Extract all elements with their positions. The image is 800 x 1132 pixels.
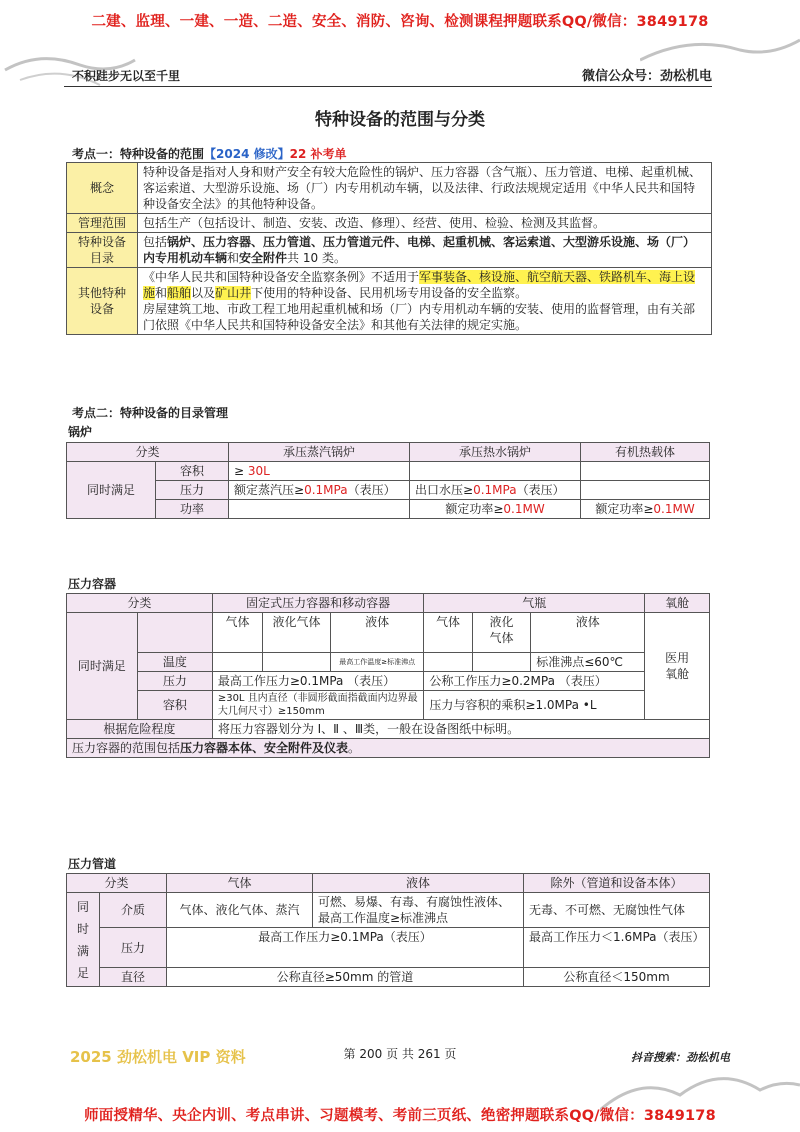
boiler-r2-org — [581, 481, 710, 500]
page-number: 第 200 页 共 261 页 — [343, 1047, 457, 1061]
vessel-sub-gas: 气体 — [212, 613, 262, 653]
vessel-sub-clgas: 液化 气体 — [472, 613, 531, 653]
vessel-oxy-val: 医用 氧舱 — [645, 613, 710, 720]
pipe-r1-liq: 可燃、易爆、有毒、有腐蚀性液体、 最高工作温度≥标准沸点 — [313, 893, 524, 928]
pipe-r3-label: 直径 — [100, 968, 167, 987]
pipe-r3-exc: 公称直径＜150mm — [524, 968, 710, 987]
pipe-r2-label: 压力 — [100, 928, 167, 968]
vessel-temp-clgas — [472, 653, 531, 672]
pipe-title: 压力管道 — [68, 857, 117, 871]
vessel-risk-text: 将压力容器划分为 Ⅰ、Ⅱ 、Ⅲ类，一般在设备图纸中标明。 — [212, 720, 709, 739]
vessel-sub-cgas: 气体 — [424, 613, 472, 653]
catalog-label: 特种设备 目录 — [67, 233, 138, 268]
catalog-text: 包括锅炉、压力容器、压力管道、压力管道元件、电梯、起重机械、客运索道、大型游乐设施、场（厂）内专用机动车辆和安全附件共 10 类。 — [138, 233, 712, 268]
vessel-press-label: 压力 — [137, 672, 212, 691]
footer-vip: 2025 劲松机电 VIP 资料 — [70, 1048, 246, 1066]
ink-branch-decoration — [640, 25, 800, 70]
boiler-r3-org: 额定功率≥0.1MW — [581, 500, 710, 519]
boiler-r2-steam: 额定蒸汽压≥0.1MPa（表压） — [229, 481, 410, 500]
vessel-temp-label: 温度 — [137, 653, 212, 672]
vessel-sub-cliq: 液体 — [531, 613, 645, 653]
pipe-r2-exc: 最高工作压力＜1.6MPa（表压） — [524, 928, 710, 968]
vessel-temp-lgas — [263, 653, 331, 672]
vessel-title: 压力容器 — [68, 577, 117, 591]
boiler-title: 锅炉 — [68, 425, 93, 439]
pipe-r1-label: 介质 — [100, 893, 167, 928]
pipe-r1-gas: 气体、液化气体、蒸汽 — [167, 893, 313, 928]
vessel-sub-blank — [137, 613, 212, 653]
vessel-group: 同时满足 — [67, 613, 138, 720]
pipe-h-liq: 液体 — [313, 874, 524, 893]
boiler-r1-steam: ≥ 30L — [229, 462, 410, 481]
vessel-sub-lgas: 液化气体 — [263, 613, 331, 653]
vessel-temp-cliq: 标准沸点≤60℃ — [531, 653, 645, 672]
vessel-scope: 压力容器的范围包括压力容器本体、安全附件及仪表。 — [67, 739, 710, 758]
header-rule — [64, 86, 712, 87]
scope-table — [66, 162, 712, 335]
section1-label: 考点一：特种设备的范围 — [72, 147, 205, 161]
vessel-vol-label: 容积 — [137, 691, 212, 720]
vessel-risk-label: 根据危险程度 — [67, 720, 213, 739]
page-title: 特种设备的范围与分类 — [315, 110, 485, 130]
mgmt-text: 包括生产（包括设计、制造、安装、改造、修理）、经营、使用、检验、检测及其监督。 — [138, 214, 712, 233]
header-wechat: 微信公众号：劲松机电 — [581, 69, 712, 84]
other-label: 其他特种 设备 — [67, 268, 138, 335]
boiler-r3-hot: 额定功率≥0.1MW — [410, 500, 581, 519]
pipe-h-cat: 分类 — [67, 874, 167, 893]
pipe-r3-main: 公称直径≥50mm 的管道 — [167, 968, 524, 987]
vessel-vol-fixed: ≥30L 且内直径（非圆形截面指截面内边界最大几何尺寸）≥150mm — [212, 691, 424, 720]
pipe-r1-exc: 无毒、不可燃、无腐蚀性气体 — [524, 893, 710, 928]
pipe-h-exc: 除外（管道和设备本体） — [524, 874, 710, 893]
vessel-h-cyl: 气瓶 — [424, 594, 645, 613]
pipe-table — [66, 873, 710, 987]
vessel-temp-gas — [212, 653, 262, 672]
section1-note: 22 补考单 — [289, 147, 347, 161]
boiler-h-org: 有机热载体 — [581, 443, 710, 462]
boiler-h-cat: 分类 — [67, 443, 229, 462]
vessel-vol-cyl: 压力与容积的乘积≥1.0MPa •L — [424, 691, 645, 720]
boiler-group: 同时满足 — [67, 462, 156, 519]
concept-label: 概念 — [67, 163, 138, 214]
section1-heading — [72, 145, 346, 162]
pipe-group: 同 时 满 足 — [67, 893, 100, 987]
concept-text: 特种设备是指对人身和财产安全有较大危险性的锅炉、压力容器（含气瓶）、压力管道、电梯、起重机械、客运索道、大型游乐设施、场（厂）内专用机动车辆，以及法律、行政法规规定适用《中华人民共和国特种设备安全法》的其他特种设备。 — [138, 163, 712, 214]
boiler-h-hot: 承压热水锅炉 — [410, 443, 581, 462]
pipe-r2-main: 最高工作压力≥0.1MPa（表压） — [167, 928, 524, 968]
header-motto: 不积跬步无以至千里 — [72, 69, 181, 83]
vessel-sub-liq: 液体 — [330, 613, 423, 653]
section2-heading: 考点二：特种设备的目录管理 — [72, 406, 229, 420]
vessel-press-fixed: 最高工作压力≥0.1MPa （表压） — [212, 672, 424, 691]
top-banner: 二建、监理、一建、一造、二造、安全、消防、咨询、检测课程押题联系QQ/微信：3849178 — [91, 14, 709, 30]
boiler-table — [66, 442, 710, 519]
boiler-r3-label: 功率 — [156, 500, 229, 519]
boiler-r2-label: 压力 — [156, 481, 229, 500]
other-text: 《中华人民共和国特种设备安全监察条例》不适用于军事装备、核设施、航空航天器、铁路机车、海上设施和船舶以及矿山井下使用的特种设备、民用机场专用设备的安全监察。 房屋建筑工地、市政工程工地用起重机械和场（厂）内专用机动车辆的安装、使用的监督管理，由有关部门依照《中华人民共和国特种设备安全法》和其他有关法律的规定实施。 — [138, 268, 712, 335]
vessel-h-oxy: 氧舱 — [645, 594, 710, 613]
vessel-temp-liq: 最高工作温度≥标准沸点 — [330, 653, 423, 672]
pipe-h-gas: 气体 — [167, 874, 313, 893]
ink-bird-decoration — [0, 30, 140, 100]
bottom-banner: 师面授精华、央企内训、考点串讲、习题模考、考前三页纸、绝密押题联系QQ/微信：3849178 — [84, 1108, 716, 1124]
mgmt-label: 管理范围 — [67, 214, 138, 233]
vessel-temp-cgas — [424, 653, 472, 672]
boiler-h-steam: 承压蒸汽锅炉 — [229, 443, 410, 462]
boiler-r1-org — [581, 462, 710, 481]
vessel-table — [66, 593, 710, 758]
section1-tag: 【2024 修改】 — [204, 147, 290, 161]
boiler-r3-steam — [229, 500, 410, 519]
boiler-r1-hot — [410, 462, 581, 481]
footer-douyin: 抖音搜索：劲松机电 — [631, 1051, 730, 1064]
vessel-h-cat: 分类 — [67, 594, 213, 613]
boiler-r1-label: 容积 — [156, 462, 229, 481]
vessel-h-fixed: 固定式压力容器和移动容器 — [212, 594, 424, 613]
vessel-press-cyl: 公称工作压力≥0.2MPa （表压） — [424, 672, 645, 691]
boiler-r2-hot: 出口水压≥0.1MPa（表压） — [410, 481, 581, 500]
